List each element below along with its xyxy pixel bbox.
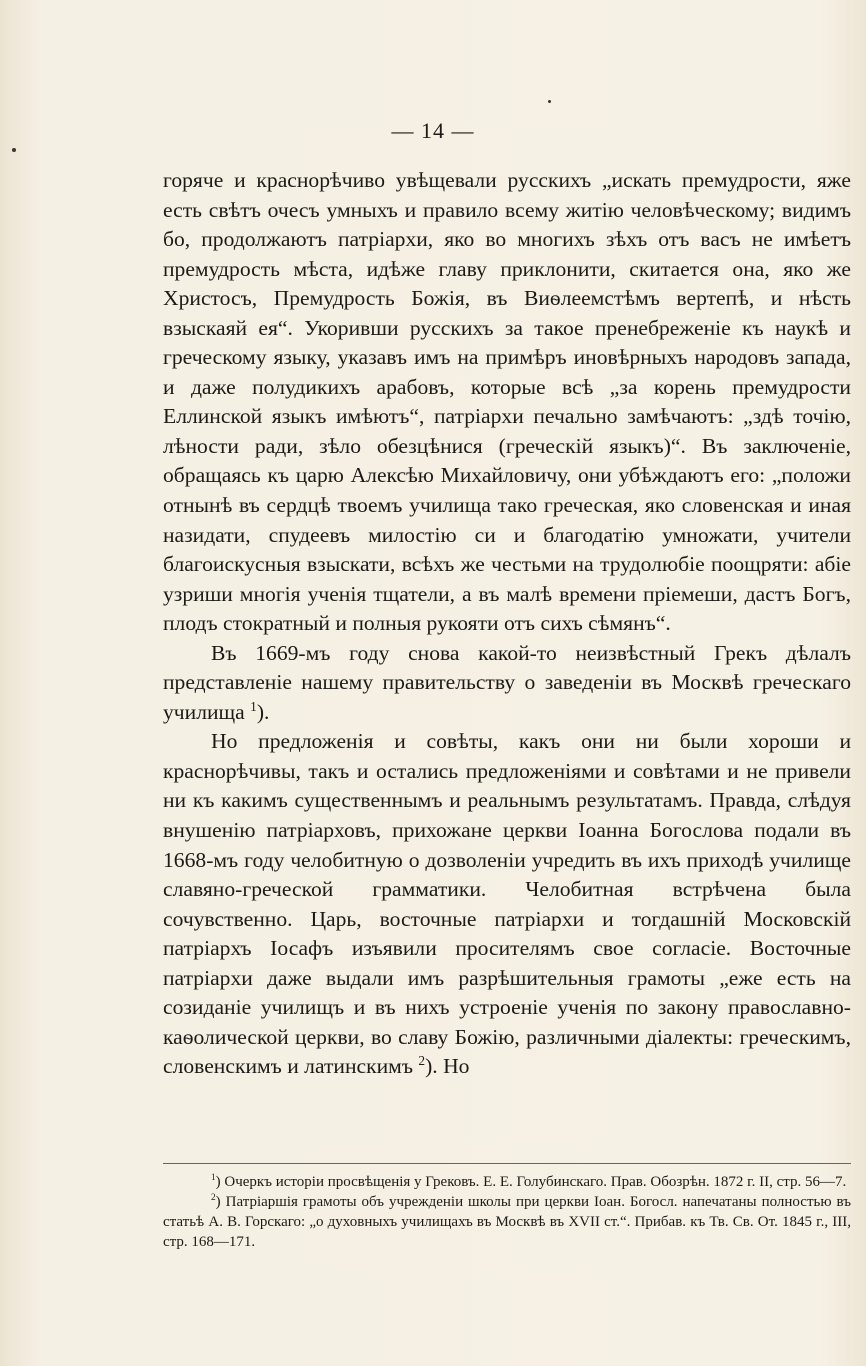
paragraph-1: горяче и краснорѣчиво увѣщевали русскихъ „искать премудрости, яже есть свѣтъ очесъ умныхъ и правило всему житію человѣческому; видимъ бо, продолжаютъ патріархи, яко во многихъ зѣхъ отъ васъ не имѣетъ премудрость мѣста, идѣже главу приклонити, скитается она, яко же Христосъ, Премудрость Божія, въ Виѳлеемстѣмъ вертепѣ, и нѣсть взыскаяй ея“. Укоривши русскихъ за такое пренебреженіе къ наукѣ и греческому языку, указавъ имъ на примѣръ иновѣрныхъ народовъ запада, и даже полудикихъ арабовъ, которые всѣ „за корень премудрости Еллинской языкъ имѣютъ“, патріархи печально замѣчаютъ: „здѣ точію, лѣности ради, зѣло обезцѣнися (греческій языкъ)“. Въ заключеніе, обращаясь къ царю Алексѣю Михайловичу, они убѣждаютъ его: „положи отнынѣ въ сердцѣ твоемъ училища тако греческая, яко словенская и иная назидати, спудеевъ милостію си и благодатію умножати, учители благоискусныя взыскати, всѣхъ же честьми на трудолюбіе поощряти: абіе узриши многія ученія тщатели, а въ малѣ времени пріемеши, дастъ Богъ, плодъ стократный и полныя рукояти отъ сихъ сѣмянъ“.	[163, 168, 851, 636]
paragraph-3-end: ). Но	[425, 1054, 470, 1079]
footnote-1	[163, 1172, 851, 1192]
footnote-mark-2: 2	[211, 1193, 216, 1203]
footnote-separator	[163, 1163, 851, 1164]
paragraph-2	[163, 639, 851, 728]
footnote-ref-2: 2	[418, 1053, 426, 1069]
main-text	[163, 166, 851, 1082]
footnote-ref-1: 1	[250, 698, 257, 714]
paragraph-2-end: ).	[256, 699, 270, 724]
paragraph-3	[163, 727, 851, 1082]
footnote-2-text: ) Патріаршія грамоты объ учрежденіи школы при церкви Іоан. Богосл. напечатаны полностью въ статьѣ А. В. Горскаго: „о духовныхъ училищахъ въ Москвѣ въ XVII ст.“. Прибав. къ Тв. Св. От. 1845 г., III, стр. 168—171.	[163, 1194, 851, 1250]
print-speck	[548, 100, 551, 103]
footnote-2	[163, 1192, 851, 1252]
footnotes	[163, 1172, 851, 1252]
margin-speck	[12, 148, 16, 152]
footnote-mark-1: 1	[211, 1173, 216, 1183]
paragraph-3-text: Но предложенія и совѣты, какъ они ни были хороши и краснорѣчивы, такъ и остались предложеніями и совѣтами и не привели ни къ какимъ существеннымъ и реальнымъ результатамъ. Правда, слѣдуя внушенію патріарховъ, прихожане церкви Іоанна Богослова подали въ 1668-мъ году челобитную о дозволеніи учредить въ ихъ приходѣ училище славяно-греческой грамматики. Челобитная встрѣчена была сочувственно. Царь, восточные патріархи и тогдашній Московскій патріархъ Іосафъ изъявили просителямъ свое согласіе. Восточные патріархи даже выдали имъ разрѣшительныя грамоты „еже есть на созиданіе училищъ и въ нихъ устроеніе ученія по закону православно-каѳолической церкви, во славу Божію, различными діалекты: греческимъ, словенскимъ и латинскимъ	[163, 729, 851, 1079]
paragraph-2-text: Въ 1669-мъ году снова какой-то неизвѣстный Грекъ дѣлалъ представленіе нашему правительству о заведеніи въ Москвѣ греческаго училища	[163, 640, 851, 724]
footnote-1-text: ) Очеркъ исторіи просвѣщенія у Грековъ. Е. Е. Голубинскаго. Прав. Обозрѣн. 1872 г. II, стр. 56—7.	[215, 1174, 847, 1190]
page-number: — 14 —	[391, 118, 475, 143]
